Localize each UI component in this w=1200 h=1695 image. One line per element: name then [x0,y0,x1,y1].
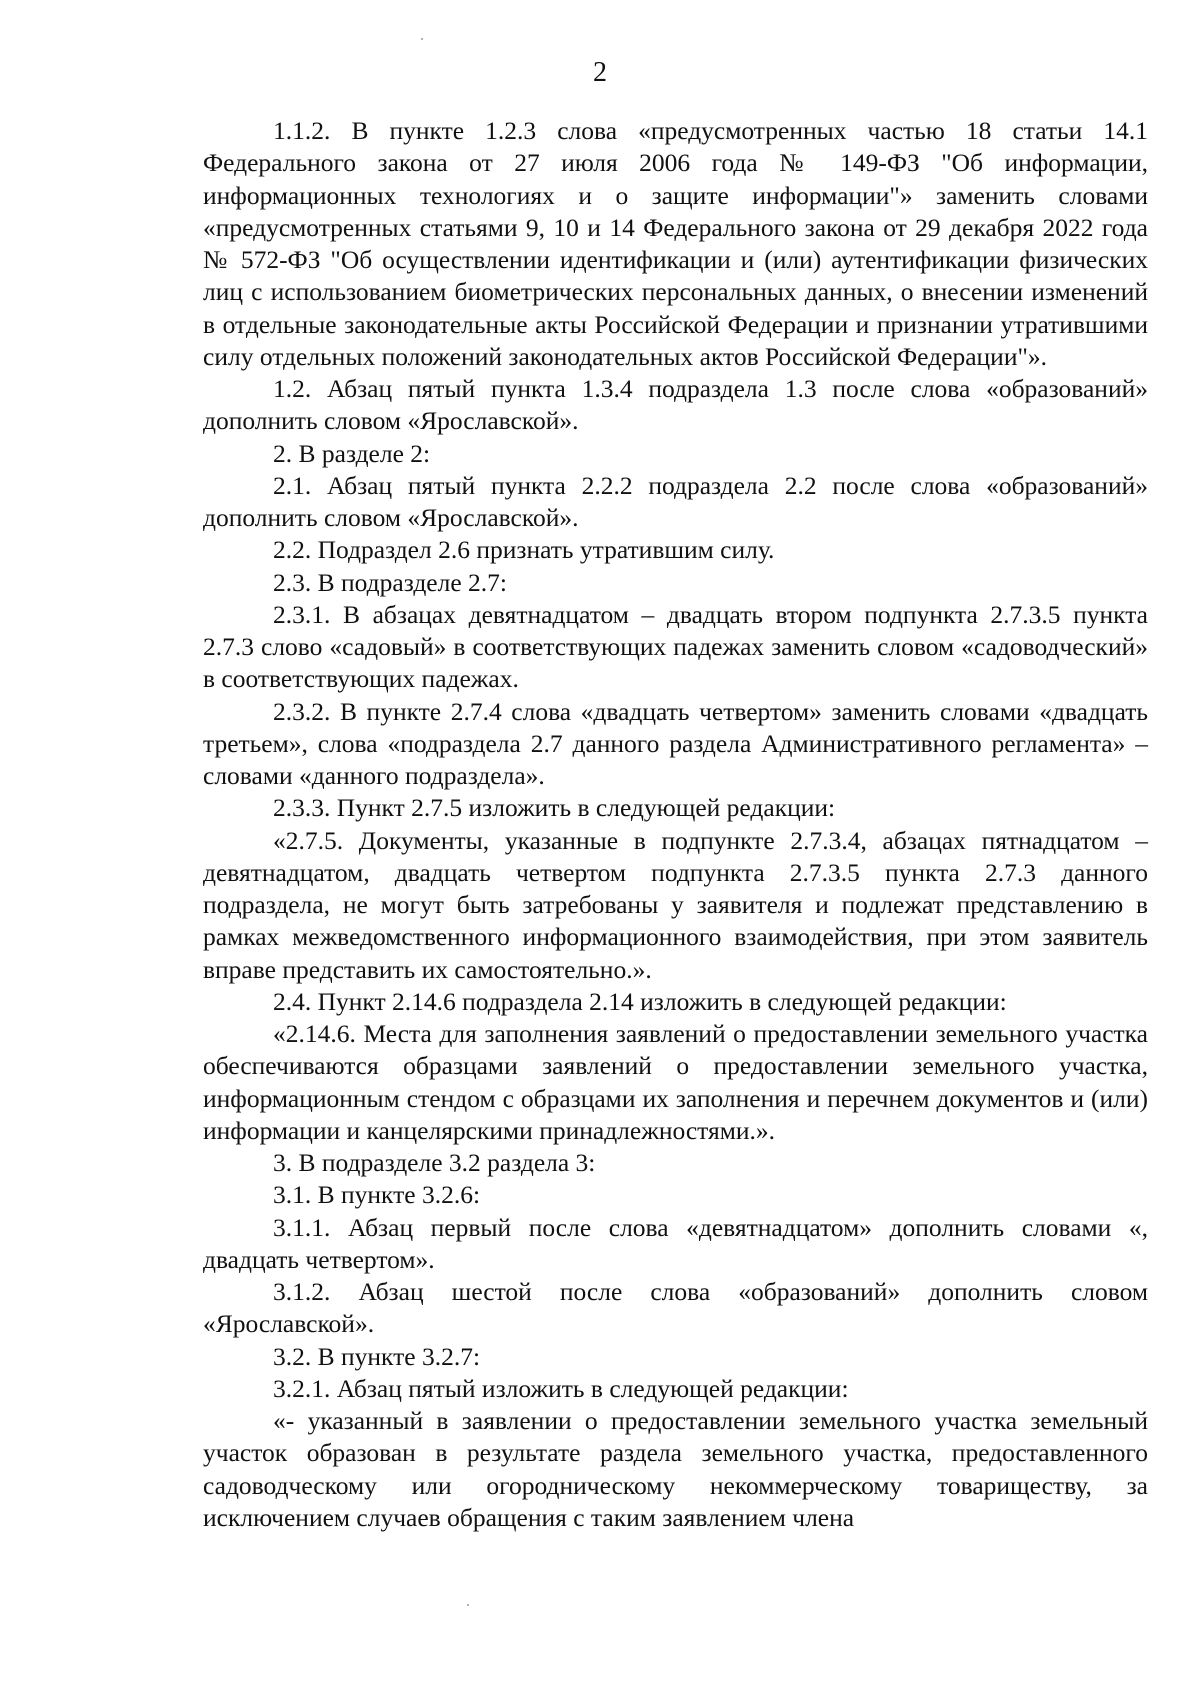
paragraph-3-1-1: 3.1.1. Абзац первый после слова «девятнадцатом» дополнить словами «, двадцать четвертом». [203,1212,1148,1274]
paragraph-3: 3. В подразделе 3.2 раздела 3: [273,1148,596,1177]
quoted-paragraph-continued: «- указанный в заявлении о предоставлении земельного участка земельный участок образован в результате раздела земельного участка, предоставленного садоводческому или огородническому некоммерческому товариществу, за исключением случаев обращения с таким заявлением члена [203,1406,1148,1532]
paragraph-2-3-3: 2.3.3. Пункт 2.7.5 изложить в следующей редакции: [273,793,836,823]
paragraph-2-1: 2.1. Абзац пятый пункта 2.2.2 подраздела 2.2 после слова «образований» дополнить словом «Ярославской». [203,470,1148,532]
paragraph-2-2: 2.2. Подраздел 2.6 признать утратившим силу. [273,535,775,565]
paragraph-3-2-1: 3.2.1. Абзац пятый изложить в следующей редакции: [273,1373,849,1403]
paragraph-3-1: 3.1. В пункте 3.2.6: [273,1180,481,1210]
scan-speck [421,38,423,40]
paragraph-2-3: 2.3. В подразделе 2.7: [273,567,507,597]
quoted-paragraph-2-14-6: «2.14.6. Места для заполнения заявлений о предоставлении земельного участка обеспечиваются образцами заявлений о предоставлении земельного участка, информационным стендом с образцами их заполнения и перечнем документов и (или) информации и канцелярскими принадлежностями.». [203,1019,1148,1145]
quoted-paragraph-2-7-5: «2.7.5. Документы, указанные в подпункте 2.7.3.4, абзацах пятнадцатом – девятнадцатом, двадцать четвертом подпункта 2.7.3.5 пункта 2.7.3 данного подраздела, не могут быть затребованы у заявителя и подлежат представлению в рамках межведомственного информационного взаимодействия, при этом заявитель вправе представить их самостоятельно.». [203,825,1148,984]
paragraph-1-2: 1.2. Абзац пятый пункта 1.3.4 подраздела 1.3 после слова «образований» дополнить словом «Ярославской». [203,374,1148,436]
page-number: 2 [593,57,607,88]
paragraph-2-4: 2.4. Пункт 2.14.6 подраздела 2.14 изложить в следующей редакции: [273,986,1007,1016]
scan-speck [467,1604,469,1606]
document-body [203,115,1148,1534]
paragraph-2-3-2: 2.3.2. В пункте 2.7.4 слова «двадцать четвертом» заменить словами «двадцать третьем», слова «подраздела 2.7 данного раздела Административного регламента» – словами «данного подраздела». [203,696,1148,790]
paragraph-3-2: 3.2. В пункте 3.2.7: [273,1341,481,1371]
paragraph-1-1-2: 1.1.2. В пункте 1.2.3 слова «предусмотренных частью 18 статьи 14.1 Федерального закона от 27 июля 2006 года № 149-ФЗ "Об информации, информационных технологиях и о защите информации"» заменить словами «предусмотренных статьями 9, 10 и 14 Федерального закона от 29 декабря 2022 года № 572-ФЗ "Об осуществлении идентификации и (или) аутентификации физических лиц с использованием биометрических персональных данных, о внесении изменений в отдельные законодательные акты Российской Федерации и признании утратившими силу отдельных положений законодательных актов Российской Федерации"». [203,116,1148,371]
paragraph-2: 2. В разделе 2: [273,438,431,468]
paragraph-3-1-2: 3.1.2. Абзац шестой после слова «образований» дополнить словом «Ярославской». [203,1277,1148,1339]
paragraph-2-3-1: 2.3.1. В абзацах девятнадцатом – двадцать втором подпункта 2.7.3.5 пункта 2.7.3 слово «садовый» в соответствующих падежах заменить словом «садоводческий» в соответствующих падежах. [203,599,1148,694]
